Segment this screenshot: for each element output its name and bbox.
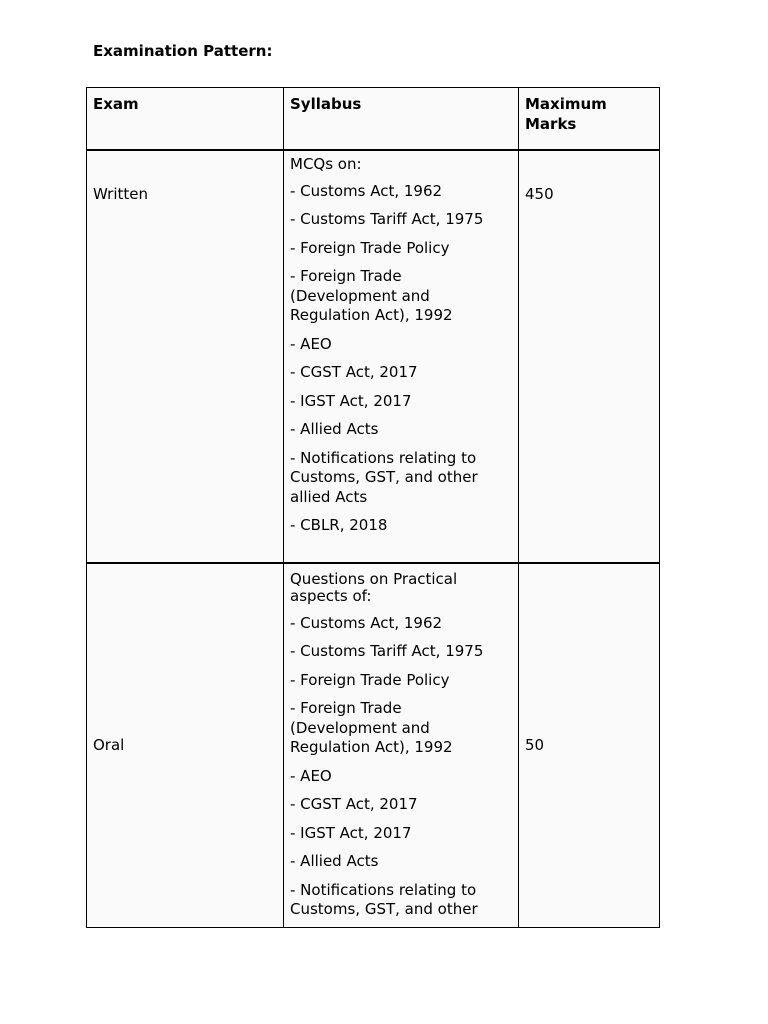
syllabus-item: - IGST Act, 2017 (290, 823, 412, 842)
table-row-written (87, 150, 660, 563)
syllabus-item: - Foreign Trade (Development and Regulation Act), 1992 (290, 699, 453, 756)
syllabus-list (290, 182, 512, 536)
syllabus-item: - Notifications relating to Customs, GST, and other allied Acts (290, 448, 478, 506)
syllabus-item: - CBLR, 2018 (290, 516, 388, 534)
marks-cell: 50 (519, 563, 660, 928)
table-row-oral (87, 563, 660, 928)
column-header-exam: Exam (87, 88, 284, 150)
syllabus-item: - Allied Acts (290, 852, 379, 870)
syllabus-intro: MCQs on: (290, 154, 362, 173)
examination-pattern-table (86, 87, 660, 928)
marks-cell: 450 (519, 150, 660, 563)
exam-cell: Oral (87, 563, 284, 928)
syllabus-intro: Questions on Practical aspects of: (290, 570, 458, 605)
syllabus-cell (284, 563, 519, 928)
exam-cell: Written (87, 150, 284, 563)
syllabus-item: - AEO (290, 766, 332, 785)
syllabus-item: - Foreign Trade Policy (290, 670, 450, 689)
syllabus-item: - IGST Act, 2017 (290, 391, 412, 410)
syllabus-item: - CGST Act, 2017 (290, 795, 418, 813)
syllabus-item: - Foreign Trade Policy (290, 238, 450, 257)
syllabus-item: - Foreign Trade (Development and Regulation Act), 1992 (290, 267, 453, 324)
syllabus-item: - Customs Tariff Act, 1975 (290, 210, 484, 228)
syllabus-item: - Customs Act, 1962 (290, 613, 443, 632)
syllabus-item: - Customs Act, 1962 (290, 181, 443, 200)
syllabus-list (290, 614, 512, 920)
syllabus-item: - AEO (290, 334, 332, 353)
syllabus-cell (284, 150, 519, 563)
column-header-maximum-marks: Maximum Marks (519, 88, 660, 150)
page-title: Examination Pattern: (93, 42, 273, 60)
syllabus-item: - Customs Tariff Act, 1975 (290, 642, 484, 660)
syllabus-content (290, 571, 512, 923)
syllabus-item: - Notifications relating to Customs, GST, and other (290, 880, 478, 918)
column-header-syllabus: Syllabus (284, 88, 519, 150)
syllabus-item: - Allied Acts (290, 420, 379, 438)
table-header-row (87, 88, 660, 150)
syllabus-item: - CGST Act, 2017 (290, 363, 418, 381)
